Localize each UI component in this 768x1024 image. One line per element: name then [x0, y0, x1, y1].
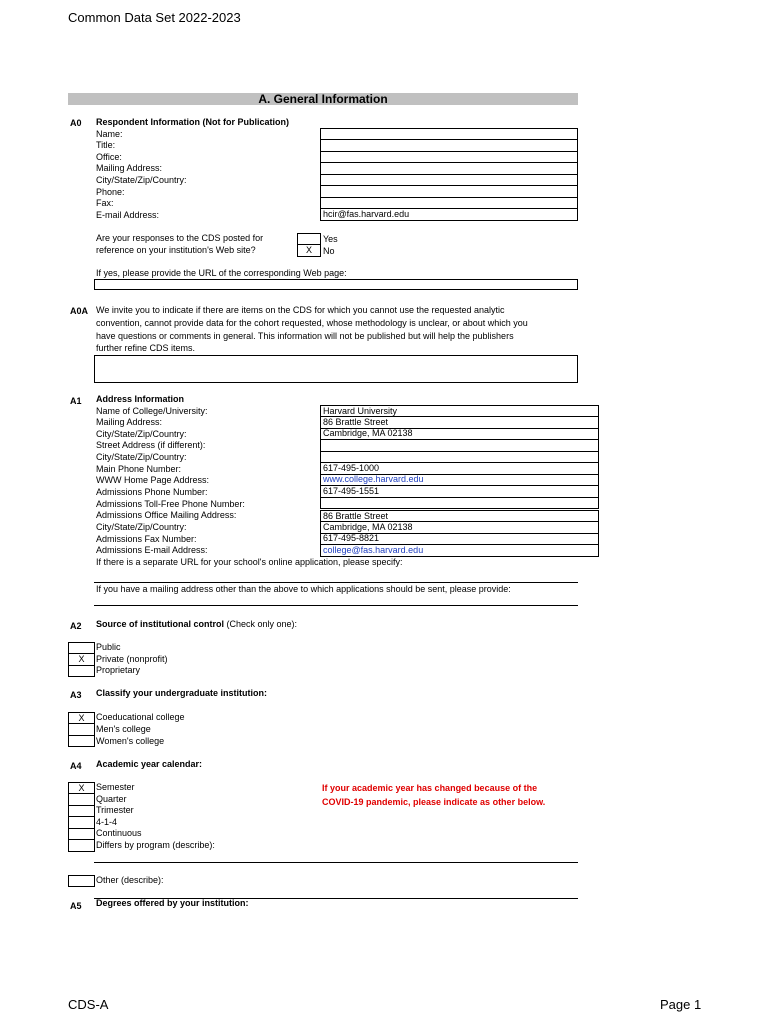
a0a-text-line1: We invite you to indicate if there are items on the CDS for which you cannot use the requested analytic [96, 305, 505, 315]
a1-adm-fax-field[interactable]: 617-495-8821 [320, 533, 599, 545]
a0-label-mailing: Mailing Address: [96, 163, 163, 173]
a1-mailing-prompt: If you have a mailing address other than the above to which applications should be sent, please provide: [96, 584, 511, 594]
a1-online-app-line [94, 582, 578, 583]
a0-label-email: E-mail Address: [96, 210, 160, 220]
a4-covid-note [322, 781, 545, 809]
a5-heading: Degrees offered by your institution: [96, 898, 249, 908]
a2-heading-wrap [96, 619, 297, 631]
a0-no-checkbox[interactable]: X [297, 245, 321, 257]
a1-label-adm-phone: Admissions Phone Number: [96, 487, 208, 497]
a0-label-fax: Fax: [96, 198, 114, 208]
a1-mailing-line [94, 605, 578, 606]
a1-label-city: City/State/Zip/Country: [96, 429, 187, 439]
a4-differs-checkbox[interactable] [68, 840, 95, 852]
a4-continuous-checkbox[interactable] [68, 828, 95, 840]
a1-college-field[interactable]: Harvard University [320, 405, 599, 417]
a0a-text-line4: further refine CDS items. [96, 343, 196, 354]
a4-trimester-label: Trimester [96, 805, 134, 815]
a4-heading: Academic year calendar: [96, 759, 203, 769]
a0-code: A0 [70, 118, 82, 128]
a2-heading-suffix: (Check only one): [224, 619, 298, 629]
a0-label-city: City/State/Zip/Country: [96, 175, 187, 185]
a0a-text [96, 304, 576, 355]
a2-code: A2 [70, 621, 82, 631]
a4-semester-label: Semester [96, 782, 135, 792]
a1-city2-field[interactable] [320, 451, 599, 463]
section-title: A. General Information [68, 93, 578, 105]
footer-section-code: CDS-A [68, 997, 109, 1012]
a5-code: A5 [70, 901, 82, 911]
a1-city-field[interactable]: Cambridge, MA 02138 [320, 428, 599, 440]
a2-public-checkbox[interactable] [68, 642, 95, 654]
a0-office-field[interactable] [320, 151, 578, 163]
a1-online-app-prompt: If there is a separate URL for your school's online application, please specify: [96, 557, 403, 567]
a3-coed-label: Coeducational college [96, 712, 185, 722]
a4-semester-checkbox[interactable]: X [68, 782, 95, 794]
a4-quarter-label: Quarter [96, 794, 127, 804]
a1-code: A1 [70, 396, 82, 406]
a1-label-street: Street Address (if different): [96, 440, 206, 450]
a0-label-phone: Phone: [96, 187, 125, 197]
a1-www-field[interactable]: www.college.harvard.edu [320, 474, 599, 486]
a2-private-label: Private (nonprofit) [96, 654, 168, 664]
a4-describe-line [94, 862, 578, 863]
a4-other-checkbox[interactable] [68, 875, 95, 887]
a1-adm-email-field[interactable]: college@fas.harvard.edu [320, 545, 599, 557]
a0-label-office: Office: [96, 152, 122, 162]
a1-label-adm-mailing: Admissions Office Mailing Address: [96, 510, 237, 520]
a1-mailing-field[interactable]: 86 Brattle Street [320, 417, 599, 429]
a0-url-prompt: If yes, please provide the URL of the corresponding Web page: [96, 268, 347, 278]
a2-proprietary-checkbox[interactable] [68, 665, 95, 677]
a0-fax-field[interactable] [320, 197, 578, 209]
a1-label-www: WWW Home Page Address: [96, 475, 210, 485]
a4-covid-note-line2: COVID-19 pandemic, please indicate as other below. [322, 797, 546, 807]
a2-proprietary-label: Proprietary [96, 665, 141, 675]
a3-coed-checkbox[interactable]: X [68, 712, 95, 724]
a0-yes-checkbox[interactable] [297, 233, 321, 245]
a0-label-title: Title: [96, 140, 116, 150]
a0-label-name: Name: [96, 129, 123, 139]
a0-posted-question-line2: reference on your institution's Web site? [96, 245, 256, 255]
a0-posted-question-line1: Are your responses to the CDS posted for [96, 233, 264, 243]
a1-adm-mailing-field[interactable]: 86 Brattle Street [320, 510, 599, 522]
a1-label-city2: City/State/Zip/Country: [96, 452, 187, 462]
document-title: Common Data Set 2022-2023 [68, 10, 241, 25]
a0-name-field[interactable] [320, 128, 578, 140]
a4-differs-label: Differs by program (describe): [96, 840, 215, 850]
a0-yes-label: Yes [323, 234, 338, 244]
a4-covid-note-line1: If your academic year has changed because of the [322, 783, 538, 793]
a4-414-label: 4-1-4 [96, 817, 118, 827]
a0a-code: A0A [70, 306, 89, 316]
a4-other-label: Other (describe): [96, 875, 164, 885]
a1-toll-free-field[interactable] [320, 497, 599, 509]
a0a-comment-field[interactable] [94, 355, 578, 383]
a0-email-field[interactable]: hcir@fas.harvard.edu [320, 209, 578, 221]
a0-url-field[interactable] [94, 279, 578, 290]
a0-heading: Respondent Information (Not for Publication) [96, 117, 289, 127]
a2-heading: Source of institutional control [96, 619, 224, 629]
a0-no-label: No [323, 246, 335, 256]
a4-continuous-label: Continuous [96, 828, 142, 838]
a2-private-checkbox[interactable]: X [68, 654, 95, 666]
a0a-text-line2: convention, cannot provide data for the cohort requested, whose methodology is unclear, or about which you [96, 317, 528, 328]
a1-label-main-phone: Main Phone Number: [96, 464, 182, 474]
a4-trimester-checkbox[interactable] [68, 805, 95, 817]
a1-label-adm-fax: Admissions Fax Number: [96, 534, 197, 544]
a1-label-adm-email: Admissions E-mail Address: [96, 545, 208, 555]
a3-womens-label: Women's college [96, 736, 165, 746]
a1-label-toll-free: Admissions Toll-Free Phone Number: [96, 499, 245, 509]
a1-adm-city-field[interactable]: Cambridge, MA 02138 [320, 522, 599, 534]
a3-womens-checkbox[interactable] [68, 735, 95, 747]
a0a-text-line3: have questions or comments in general. This information will not be published but will help the publishers [96, 330, 514, 341]
a1-main-phone-field[interactable]: 617-495-1000 [320, 463, 599, 475]
a3-heading: Classify your undergraduate institution: [96, 688, 268, 698]
a3-code: A3 [70, 690, 82, 700]
a3-mens-label: Men's college [96, 724, 151, 734]
a1-label-college: Name of College/University: [96, 406, 208, 416]
a2-public-label: Public [96, 642, 121, 652]
footer-page-number: Page 1 [660, 997, 702, 1012]
a1-adm-phone-field[interactable]: 617-495-1551 [320, 486, 599, 498]
a1-heading: Address Information [96, 394, 185, 404]
a0-city-field[interactable] [320, 174, 578, 186]
a4-code: A4 [70, 761, 82, 771]
a1-label-mailing: Mailing Address: [96, 417, 163, 427]
a1-label-adm-city: City/State/Zip/Country: [96, 522, 187, 532]
